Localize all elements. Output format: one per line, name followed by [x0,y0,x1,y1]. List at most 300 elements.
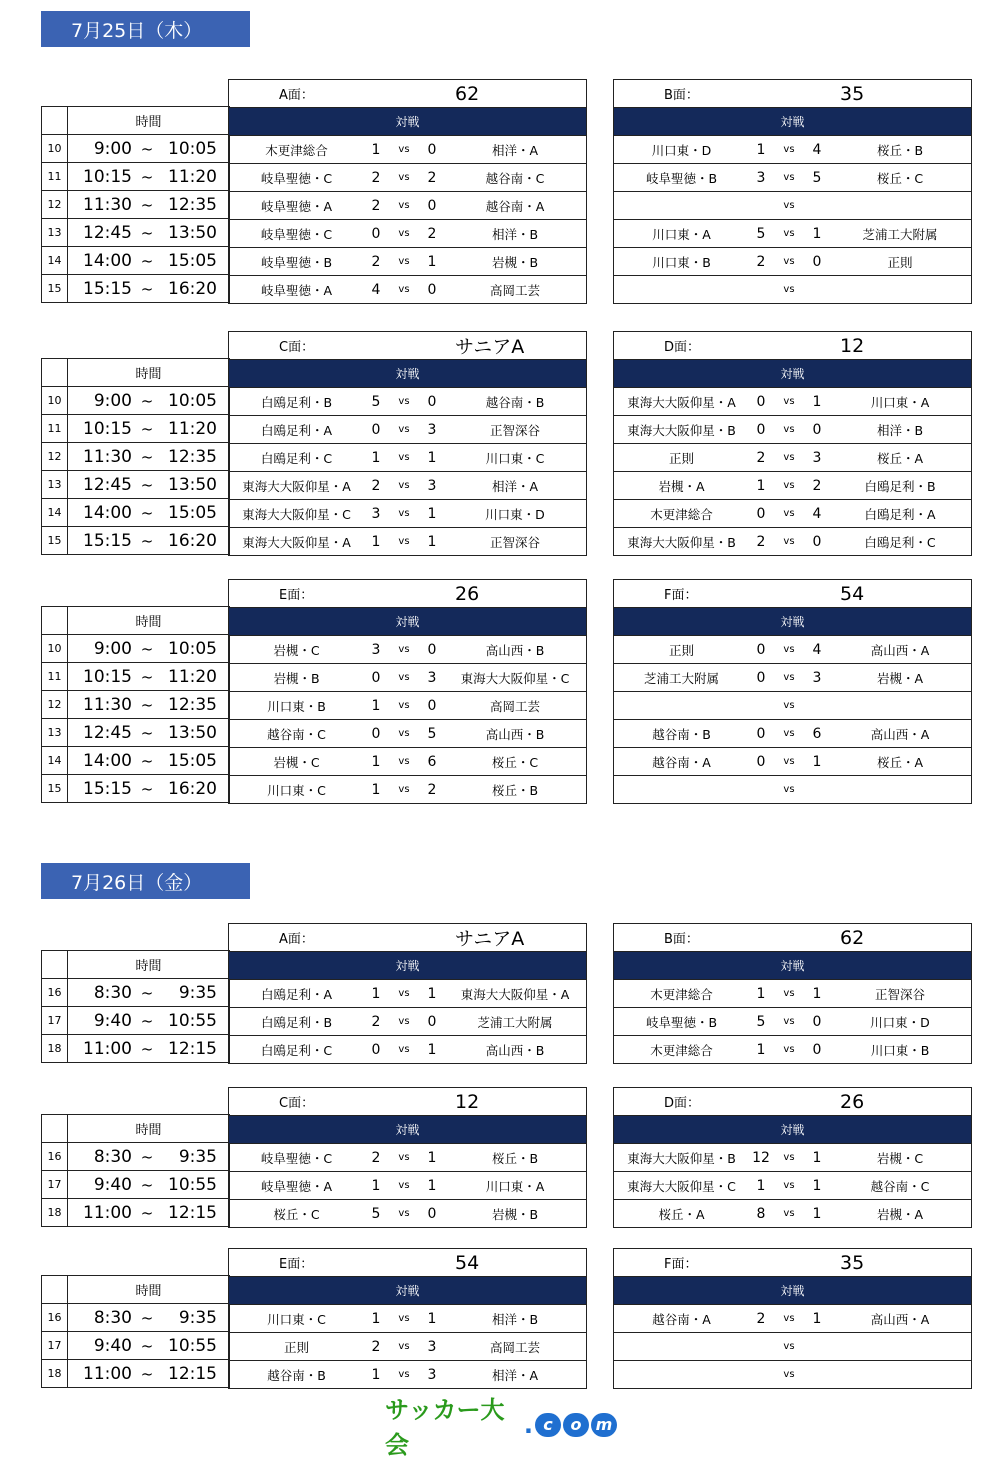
home-score: 1 [756,985,766,1002]
match-row [614,1172,972,1200]
time-table [41,1248,230,1388]
away-team: 越谷南・B [485,394,545,410]
away-team: 白鴎足利・C [864,534,936,550]
schedule-section [41,1248,971,1388]
home-team: 正則 [668,642,694,658]
vs-label: vs [398,1180,410,1191]
match-row [229,636,587,664]
vs-label: vs [783,396,795,407]
home-score: 0 [756,393,766,410]
end-time: 15:05 [168,250,217,271]
slot-number: 17 [42,1332,68,1360]
site-logo[interactable] [385,1396,617,1459]
match-row [614,1361,972,1389]
vs-label: vs [783,728,795,739]
away-score: 1 [812,1149,822,1166]
home-score: 5 [371,393,381,410]
match-header: 対戦 [614,1277,972,1305]
match-row [614,1144,972,1172]
vs-label: vs [398,256,410,267]
away-score: 4 [812,505,822,522]
match-row [229,276,587,304]
home-score: 2 [756,533,766,550]
schedule-section [41,1087,971,1227]
court-value: 35 [840,82,865,105]
match-row [614,500,972,528]
end-time: 12:35 [168,446,217,467]
home-score: 3 [371,641,381,658]
away-team: 相洋・A [491,1367,539,1383]
match-row [229,1036,587,1064]
time-row [42,775,230,803]
away-team: 正則 [887,254,913,270]
match-header: 対戦 [614,608,972,636]
start-time: 10:15 [83,418,132,439]
vs-label: vs [783,228,795,239]
home-team: 岩槻・B [273,670,320,686]
home-team: 東海大大阪仰星・B [627,422,736,438]
home-team: 木更津総合 [265,142,328,158]
away-team: 高岡工芸 [489,698,540,714]
end-time: 10:55 [168,1010,217,1031]
end-time: 12:15 [168,1363,217,1384]
home-score: 1 [371,1310,381,1327]
logo-com [535,1413,617,1437]
home-score: 0 [371,669,381,686]
home-team: 岐阜聖徳・B [645,1014,718,1030]
logo-com-m: m [591,1413,617,1437]
court-table [228,1087,587,1228]
home-team: 白鴎足利・A [260,986,333,1002]
end-time: 9:35 [178,982,217,1003]
match-row [229,748,587,776]
home-team: 川口東・B [267,698,326,714]
home-team: 川口東・C [267,782,326,798]
away-score: 1 [812,1177,822,1194]
tilde: ~ [140,531,154,550]
match-row [229,136,587,164]
home-team: 越谷南・B [267,1367,326,1383]
court-label: B面： [664,88,699,103]
court-table [613,923,972,1064]
slot-number: 10 [42,387,68,415]
home-team: 東海大大阪仰星・C [242,506,351,522]
home-score: 1 [756,1177,766,1194]
home-team: 木更津総合 [650,1042,713,1058]
match-row [229,444,587,472]
away-team: 相洋・B [491,1311,539,1327]
away-team: 川口東・A [485,1178,545,1194]
away-score: 0 [427,393,437,410]
tilde: ~ [140,1011,154,1030]
court-value: 54 [840,582,865,605]
vs-label: vs [783,536,795,547]
match-row [614,136,972,164]
away-score: 1 [427,1149,437,1166]
match-row [614,164,972,192]
end-time: 12:35 [168,694,217,715]
time-row [42,635,230,663]
time-row [42,1332,230,1360]
start-time: 15:15 [83,778,132,799]
home-team: 白鴎足利・C [260,1042,333,1058]
time-row [42,247,230,275]
court-table [228,1248,587,1389]
match-row [614,720,972,748]
vs-label: vs [398,536,410,547]
time-row [42,1304,230,1332]
away-score: 0 [427,141,437,158]
tilde: ~ [140,1147,154,1166]
home-score: 1 [371,1177,381,1194]
court-label: C面： [279,1096,315,1111]
start-time: 9:40 [93,1010,132,1031]
slot-number: 13 [42,219,68,247]
day-banner: 7月25日（木） [41,11,250,47]
away-team: 相洋・A [491,478,539,494]
end-time: 13:50 [168,474,217,495]
match-row [229,220,587,248]
vs-label: vs [398,1044,410,1055]
start-time: 9:40 [93,1174,132,1195]
match-row [229,720,587,748]
vs-label: vs [398,1341,410,1352]
vs-label: vs [398,672,410,683]
away-score: 2 [427,225,437,242]
match-header: 対戦 [229,1116,587,1144]
time-row [42,163,230,191]
slot-number: 10 [42,635,68,663]
court-table [613,79,972,304]
court-table [228,923,587,1064]
match-header: 対戦 [614,360,972,388]
time-row [42,499,230,527]
away-score: 0 [427,697,437,714]
match-row [229,664,587,692]
time-table [41,79,230,303]
home-score: 2 [756,1310,766,1327]
away-team: 川口東・B [870,1042,930,1058]
tilde: ~ [140,1336,154,1355]
time-row [42,191,230,219]
tilde: ~ [140,983,154,1002]
match-row [614,692,972,720]
home-score: 2 [371,1149,381,1166]
away-score: 5 [427,725,437,742]
home-team: 岩槻・C [273,642,320,658]
court-table [228,79,587,304]
home-score: 1 [371,781,381,798]
home-team: 木更津総合 [650,986,713,1002]
time-row [42,979,230,1007]
home-score: 0 [371,421,381,438]
tilde: ~ [140,251,154,270]
away-score: 1 [812,985,822,1002]
away-score: 1 [427,253,437,270]
home-team: 岐阜聖徳・A [260,198,333,214]
tilde: ~ [140,695,154,714]
match-row [229,1144,587,1172]
home-score: 0 [371,725,381,742]
match-row [614,664,972,692]
away-team: 岩槻・B [491,254,539,270]
match-row [229,776,587,804]
slot-number: 15 [42,775,68,803]
match-row [229,1200,587,1228]
match-row [614,1036,972,1064]
vs-label: vs [783,284,795,295]
end-time: 10:05 [168,638,217,659]
end-time: 12:15 [168,1038,217,1059]
away-score: 5 [812,169,822,186]
vs-label: vs [398,1152,410,1163]
time-row [42,663,230,691]
court-label: D面： [664,1096,701,1111]
vs-label: vs [783,988,795,999]
home-score: 0 [371,1041,381,1058]
match-row [229,980,587,1008]
away-team: 岩槻・C [876,1150,924,1166]
home-team: 白鴎足利・B [260,394,333,410]
court-label: A面： [279,932,314,947]
vs-label: vs [783,784,795,795]
tilde: ~ [140,667,154,686]
court-value: 26 [455,582,480,605]
time-row [42,527,230,555]
slot-number: 16 [42,979,68,1007]
logo-com-o: o [563,1413,589,1437]
logo-dot: . [523,1411,533,1439]
schedule-section [41,923,971,1063]
start-time: 8:30 [93,982,132,1003]
start-time: 8:30 [93,1307,132,1328]
home-score: 1 [371,985,381,1002]
vs-label: vs [783,172,795,183]
start-time: 11:30 [83,694,132,715]
home-team: 東海大大阪仰星・A [242,478,351,494]
tilde: ~ [140,1308,154,1327]
vs-label: vs [783,1044,795,1055]
home-team: 正則 [283,1339,309,1355]
time-row [42,747,230,775]
home-team: 東海大大阪仰星・B [627,1150,736,1166]
end-time: 10:55 [168,1174,217,1195]
slot-number: 16 [42,1143,68,1171]
home-score: 1 [371,533,381,550]
home-team: 越谷南・B [652,726,711,742]
away-score: 4 [812,141,822,158]
end-time: 15:05 [168,502,217,523]
away-score: 2 [427,781,437,798]
home-score: 1 [756,1041,766,1058]
tilde: ~ [140,1039,154,1058]
vs-label: vs [783,1313,795,1324]
vs-label: vs [398,784,410,795]
home-score: 2 [371,1338,381,1355]
home-score: 0 [756,669,766,686]
home-score: 3 [756,169,766,186]
home-score: 1 [756,141,766,158]
home-team: 岐阜聖徳・A [260,1178,333,1194]
away-score: 2 [812,477,822,494]
home-team: 越谷南・C [267,726,326,742]
court-table [613,579,972,804]
vs-label: vs [783,672,795,683]
away-team: 東海大大阪仰星・A [460,986,570,1002]
schedule-section [41,331,971,555]
away-team: 芝浦工大附属 [477,1014,553,1030]
tilde: ~ [140,723,154,742]
schedule-section [41,579,971,803]
match-header: 対戦 [614,952,972,980]
time-row [42,1007,230,1035]
court-table [228,579,587,804]
home-score: 8 [756,1205,766,1222]
end-time: 9:35 [178,1146,217,1167]
home-team: 東海大大阪仰星・A [627,394,736,410]
time-row [42,1171,230,1199]
slot-number: 10 [42,135,68,163]
home-team: 白鴎足利・A [260,422,333,438]
court-label: F面： [664,588,698,603]
match-header: 対戦 [229,360,587,388]
away-score: 1 [812,753,822,770]
start-time: 9:40 [93,1335,132,1356]
match-row [614,980,972,1008]
vs-label: vs [398,480,410,491]
vs-label: vs [398,144,410,155]
away-team: 東海大大阪仰星・C [460,670,570,686]
match-row [614,472,972,500]
time-row [42,1035,230,1063]
home-score: 5 [756,1013,766,1030]
away-team: 高山西・A [870,726,930,742]
court-table [613,331,972,556]
home-team: 正則 [668,450,694,466]
court-table [228,331,587,556]
tilde: ~ [140,195,154,214]
away-team: 越谷南・C [485,170,545,186]
match-row [614,248,972,276]
home-score: 2 [756,449,766,466]
match-row [614,1008,972,1036]
start-time: 11:30 [83,446,132,467]
time-table [41,1087,230,1227]
away-score: 1 [812,393,822,410]
away-team: 高山西・A [870,1311,930,1327]
home-score: 1 [371,449,381,466]
away-score: 1 [812,1205,822,1222]
away-team: 越谷南・A [485,198,545,214]
home-score: 1 [371,1366,381,1383]
tilde: ~ [140,1203,154,1222]
home-score: 2 [371,253,381,270]
home-score: 12 [752,1149,770,1166]
away-team: 正智深谷 [489,422,540,438]
away-team: 相洋・A [491,142,539,158]
slot-number: 11 [42,163,68,191]
home-score: 1 [371,141,381,158]
slot-number: 15 [42,275,68,303]
schedule-section [41,79,971,303]
home-team: 岐阜聖徳・B [645,170,718,186]
away-score: 3 [427,669,437,686]
time-header: 時間 [68,607,230,635]
away-score: 4 [812,641,822,658]
court-label: E面： [279,1257,314,1272]
away-score: 1 [427,1177,437,1194]
away-score: 0 [427,1013,437,1030]
away-team: 岩槻・B [491,1206,539,1222]
tilde: ~ [140,1175,154,1194]
away-score: 1 [812,1310,822,1327]
away-team: 桜丘・C [876,170,924,186]
home-score: 5 [756,225,766,242]
home-score: 1 [371,697,381,714]
slot-number: 13 [42,719,68,747]
vs-label: vs [783,452,795,463]
start-time: 14:00 [83,502,132,523]
vs-label: vs [398,1369,410,1380]
home-team: 川口東・A [652,226,711,242]
vs-label: vs [783,144,795,155]
away-score: 1 [427,449,437,466]
start-time: 10:15 [83,166,132,187]
court-label: B面： [664,932,699,947]
away-team: 白鴎足利・A [864,506,936,522]
away-score: 1 [427,505,437,522]
match-row [229,692,587,720]
away-score: 0 [427,641,437,658]
end-time: 13:50 [168,722,217,743]
away-score: 0 [812,533,822,550]
away-score: 3 [812,669,822,686]
home-team: 岩槻・A [658,478,705,494]
slot-number: 14 [42,747,68,775]
time-row [42,415,230,443]
home-team: 白鴎足利・B [260,1014,333,1030]
away-score: 6 [427,753,437,770]
away-team: 高岡工芸 [489,1339,540,1355]
home-team: 川口東・B [652,254,711,270]
away-score: 0 [812,253,822,270]
start-time: 12:45 [83,722,132,743]
vs-label: vs [398,172,410,183]
home-score: 2 [371,1013,381,1030]
home-score: 3 [371,505,381,522]
away-team: 越谷南・C [870,1178,930,1194]
court-label: D面： [664,340,701,355]
tilde: ~ [140,391,154,410]
slot-number: 18 [42,1199,68,1227]
end-time: 15:05 [168,750,217,771]
time-header: 時間 [68,1115,230,1143]
vs-label: vs [783,1341,795,1352]
away-team: 桜丘・C [491,754,539,770]
home-team: 東海大大阪仰星・A [242,534,351,550]
match-row [614,388,972,416]
home-score: 0 [756,505,766,522]
home-team: 桜丘・C [273,1206,320,1222]
slot-number: 17 [42,1007,68,1035]
match-row [614,636,972,664]
away-score: 6 [812,725,822,742]
home-team: 岐阜聖徳・C [260,1150,333,1166]
away-team: 高山西・A [870,642,930,658]
slot-number: 17 [42,1171,68,1199]
away-team: 川口東・D [870,1014,930,1030]
court-table [613,1248,972,1389]
